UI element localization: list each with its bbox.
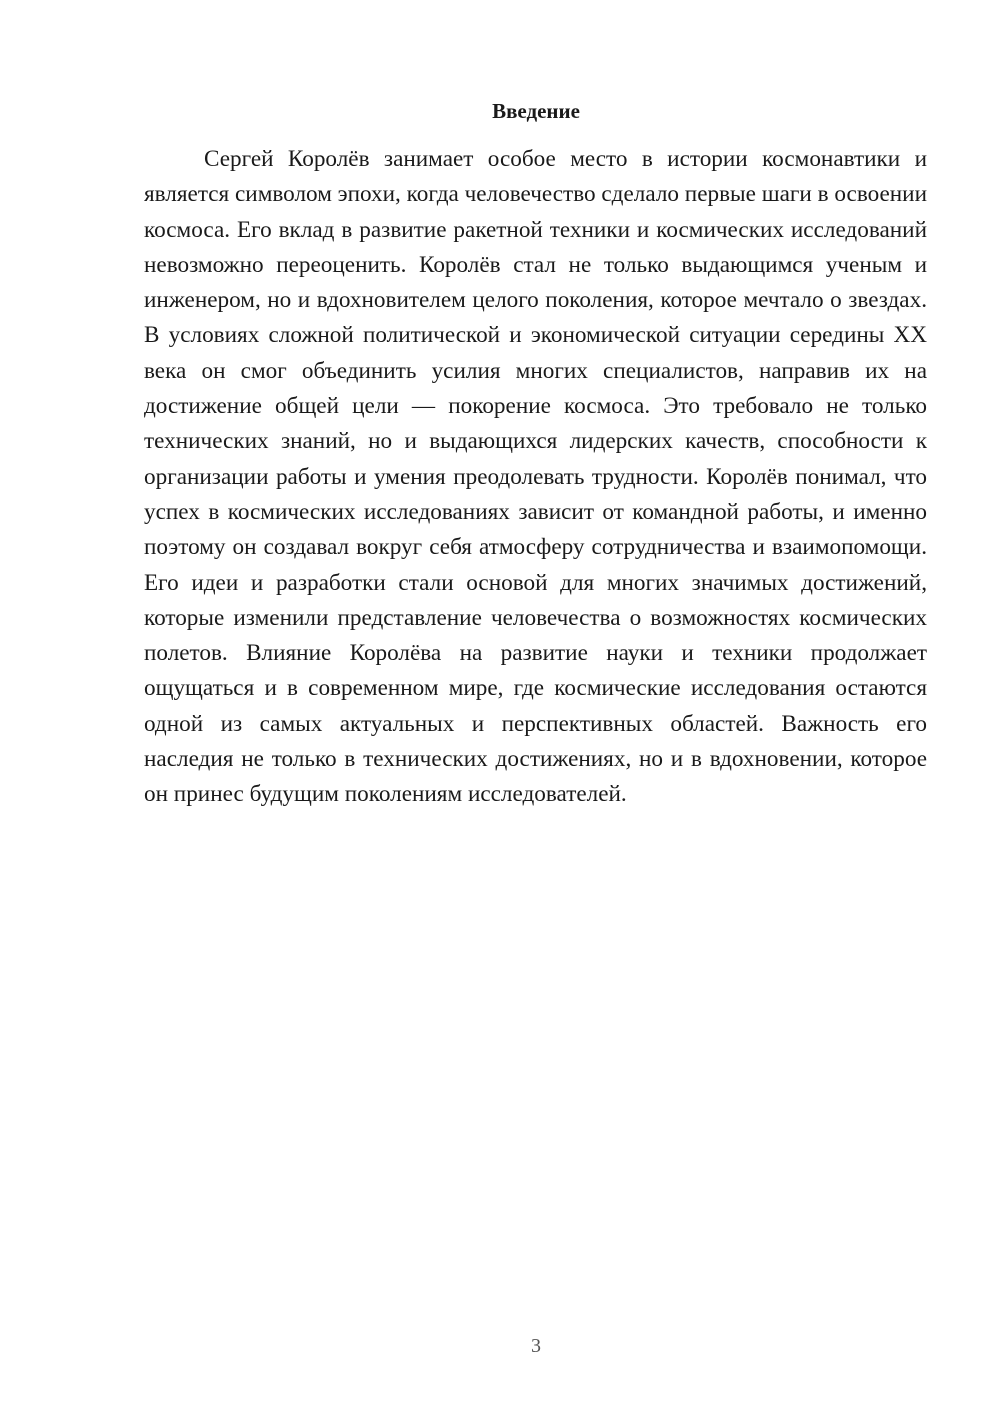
page-number: 3 (531, 1335, 541, 1357)
body-paragraph: Сергей Королёв занимает особое место в истории космонавтики и является символом эпохи, когда человечество сделало первые шаги в освоении космоса. Его вклад в развитие ракетной техники и космических исследований невозможно переоценить. Королёв стал не только выдающимся ученым и инженером, но и вдохновителем целого поколения, которое мечтало о звездах. В условиях сложной политической и экономической ситуации середины XX века он смог объединить усилия многих специалистов, направив их на достижение общей цели — покорение космоса. Это требовало не только технических знаний, но и выдающихся лидерских качеств, способности к организации работы и умения преодолевать трудности. Королёв понимал, что успех в космических исследованиях зависит от командной работы, и именно поэтому он создавал вокруг себя атмосферу сотрудничества и взаимопомощи. Его идеи и разработки стали основой для многих значимых достижений, которые изменили представление человечества о возможностях космических полетов. Влияние Королёва на развитие науки и техники продолжает ощущаться и в современном мире, где космические исследования остаются одной из самых актуальных и перспективных областей. Важность его наследия не только в технических достижениях, но и в вдохновении, которое он принес будущим поколениям исследователей. (144, 146, 927, 808)
section-heading: Введение (492, 99, 580, 123)
